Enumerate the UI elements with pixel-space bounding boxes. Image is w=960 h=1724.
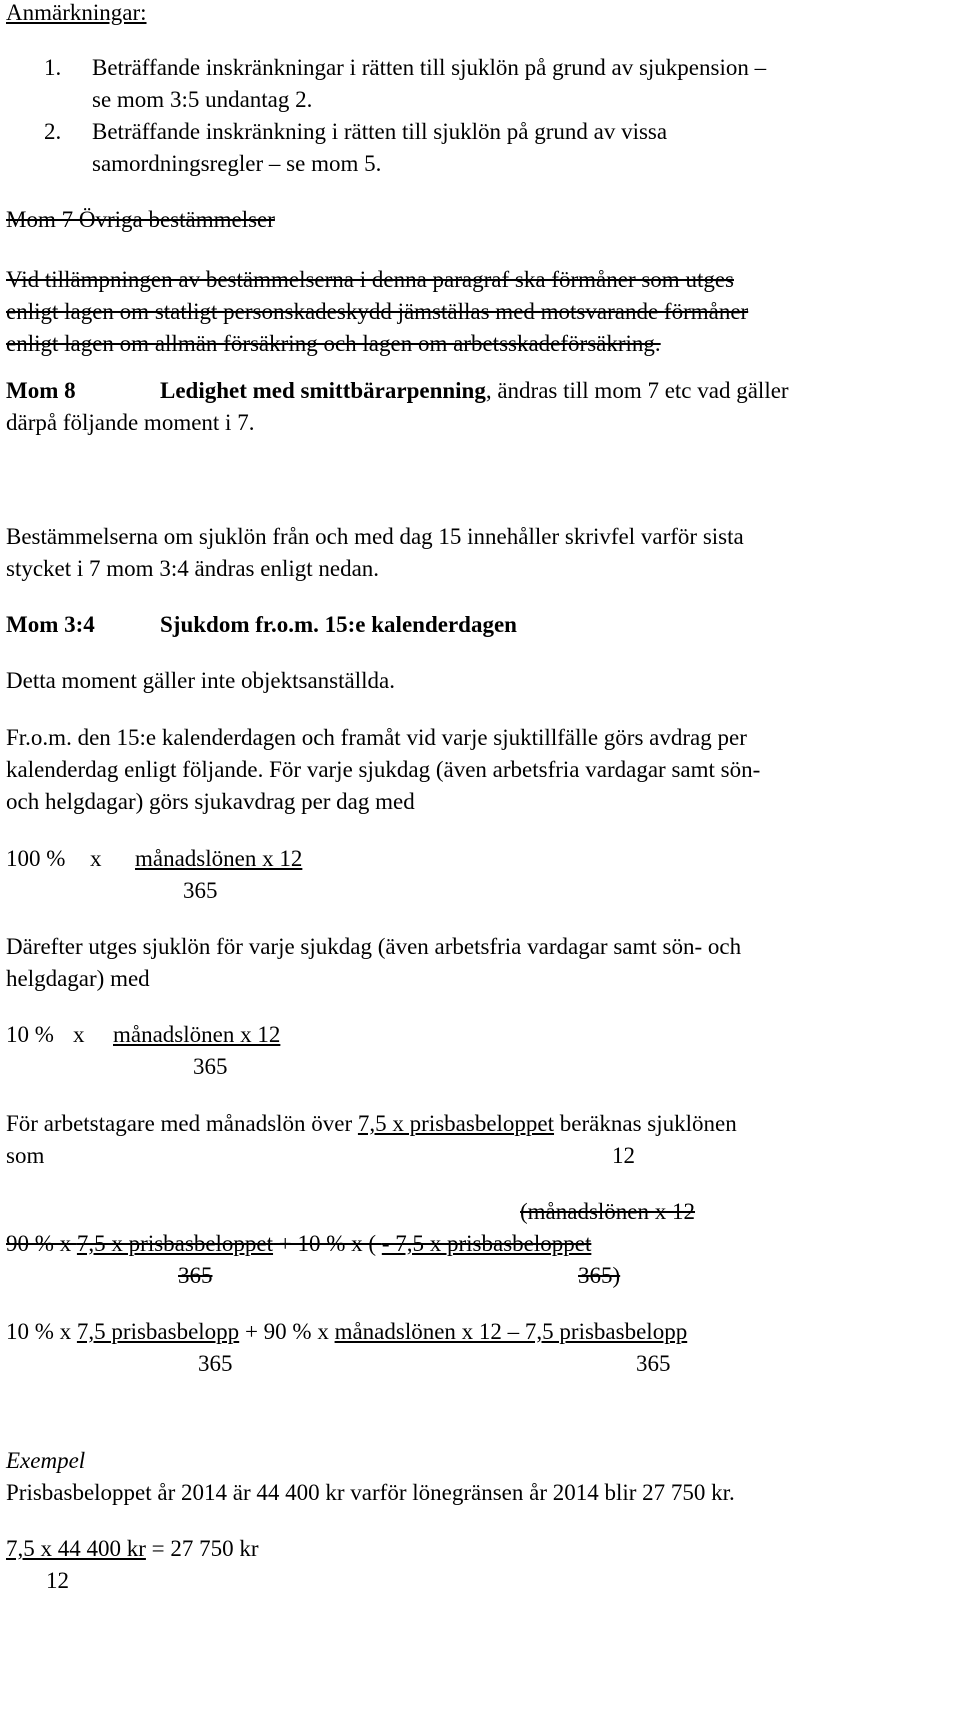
example-heading: Exempel [6, 1448, 86, 1473]
example-text: Prisbasbeloppet år 2014 är 44 400 kr varför lönegränsen år 2014 blir 27 750 kr. [6, 1480, 735, 1505]
mom8-title: Ledighet med smittbärarpenning [160, 378, 486, 403]
mom8-text: därpå följande moment i 7. [6, 410, 255, 435]
formula-percent: 10 % [6, 1022, 54, 1047]
struck-formula-part: 90 % x [6, 1231, 77, 1256]
struck-formula-denominator: 365) [578, 1263, 621, 1288]
formula-denominator: 365 [636, 1351, 671, 1376]
formula-part: 10 % x [6, 1319, 77, 1344]
intro-text: stycket i 7 mom 3:4 ändras enligt nedan. [6, 556, 380, 581]
mom7-text: Vid tillämpningen av bestämmelserna i denna paragraf ska förmåner som utges [6, 267, 734, 292]
divisor-value: 12 [612, 1143, 635, 1168]
mom34-title: Sjukdom fr.o.m. 15:e kalenderdagen [160, 612, 517, 637]
mom8-rest: , ändras till mom 7 etc vad gäller [485, 378, 789, 403]
mom8-heading [160, 375, 789, 407]
paragraph-text: och helgdagar) görs sjukavdrag per dag med [6, 789, 415, 814]
paragraph-text-start: För arbetstagare med månadslön över [6, 1111, 358, 1136]
struck-formula-part: 7,5 x prisbasbeloppet [76, 1231, 274, 1256]
mom7-heading: Mom 7 Övriga bestämmelser [6, 207, 275, 232]
formula-denominator: 365 [193, 1054, 228, 1079]
remarks-heading: Anmärkningar: [6, 0, 147, 25]
paragraph-text: Därefter utges sjuklön för varje sjukdag (även arbetsfria vardagar samt sön- och [6, 934, 742, 959]
paragraph-text: Fr.o.m. den 15:e kalenderdagen och framåt vid varje sjuktillfälle görs avdrag per [6, 725, 747, 750]
mom7-text: enligt lagen om statligt personskadeskydd jämställas med motsvarande förmåner [6, 299, 749, 324]
note-number: 1. [44, 55, 62, 80]
intro-text: Bestämmelserna om sjuklön från och med dag 15 innehåller skrivfel varför sista [6, 524, 744, 549]
struck-formula-part: + 10 % x ( [273, 1231, 382, 1256]
note-text: Beträffande inskränkningar i rätten till sjuklön på grund av sjukpension – [92, 55, 767, 80]
formula-times: x [73, 1022, 85, 1047]
formula-part: månadslönen x 12 – 7,5 prisbasbelopp [334, 1319, 688, 1344]
example-calc-denominator: 12 [46, 1568, 69, 1593]
threshold-term: 7,5 x prisbasbeloppet [357, 1111, 555, 1136]
struck-formula-line [6, 1228, 591, 1260]
note-text: Beträffande inskränkning i rätten till sjuklön på grund av vissa [92, 119, 668, 144]
struck-formula-denominator: 365 [178, 1263, 213, 1288]
paragraph-text [6, 1108, 737, 1140]
example-calc-result: = 27 750 kr [145, 1536, 259, 1561]
applies-text: Detta moment gäller inte objektsanställda. [6, 668, 395, 693]
mom8-label: Mom 8 [6, 378, 76, 403]
paragraph-text: helgdagar) med [6, 966, 150, 991]
formula-line [6, 1316, 687, 1348]
paragraph-text-end: beräknas sjuklönen [554, 1111, 737, 1136]
note-text: samordningsregler – se mom 5. [92, 151, 382, 176]
formula-denominator: 365 [183, 878, 218, 903]
struck-formula-part: - 7,5 x prisbasbeloppet [381, 1231, 592, 1256]
paragraph-text: som [6, 1143, 45, 1168]
note-number: 2. [44, 119, 62, 144]
formula-part: 7,5 prisbasbelopp [76, 1319, 240, 1344]
paragraph-text: kalenderdag enligt följande. För varje sjukdag (även arbetsfria vardagar samt sön- [6, 757, 761, 782]
formula-part: + 90 % x [239, 1319, 335, 1344]
formula-numerator: månadslönen x 12 [113, 1022, 281, 1047]
struck-formula-top: (månadslönen x 12 [520, 1199, 696, 1224]
example-calc [6, 1533, 259, 1565]
note-text: se mom 3:5 undantag 2. [92, 87, 313, 112]
formula-denominator: 365 [198, 1351, 233, 1376]
example-calc-numerator: 7,5 x 44 400 kr [6, 1536, 146, 1561]
formula-times: x [90, 846, 102, 871]
mom7-text: enligt lagen om allmän försäkring och lagen om arbetsskadeförsäkring. [6, 331, 661, 356]
formula-numerator: månadslönen x 12 [135, 846, 303, 871]
formula-percent: 100 % [6, 846, 66, 871]
mom34-label: Mom 3:4 [6, 612, 95, 637]
